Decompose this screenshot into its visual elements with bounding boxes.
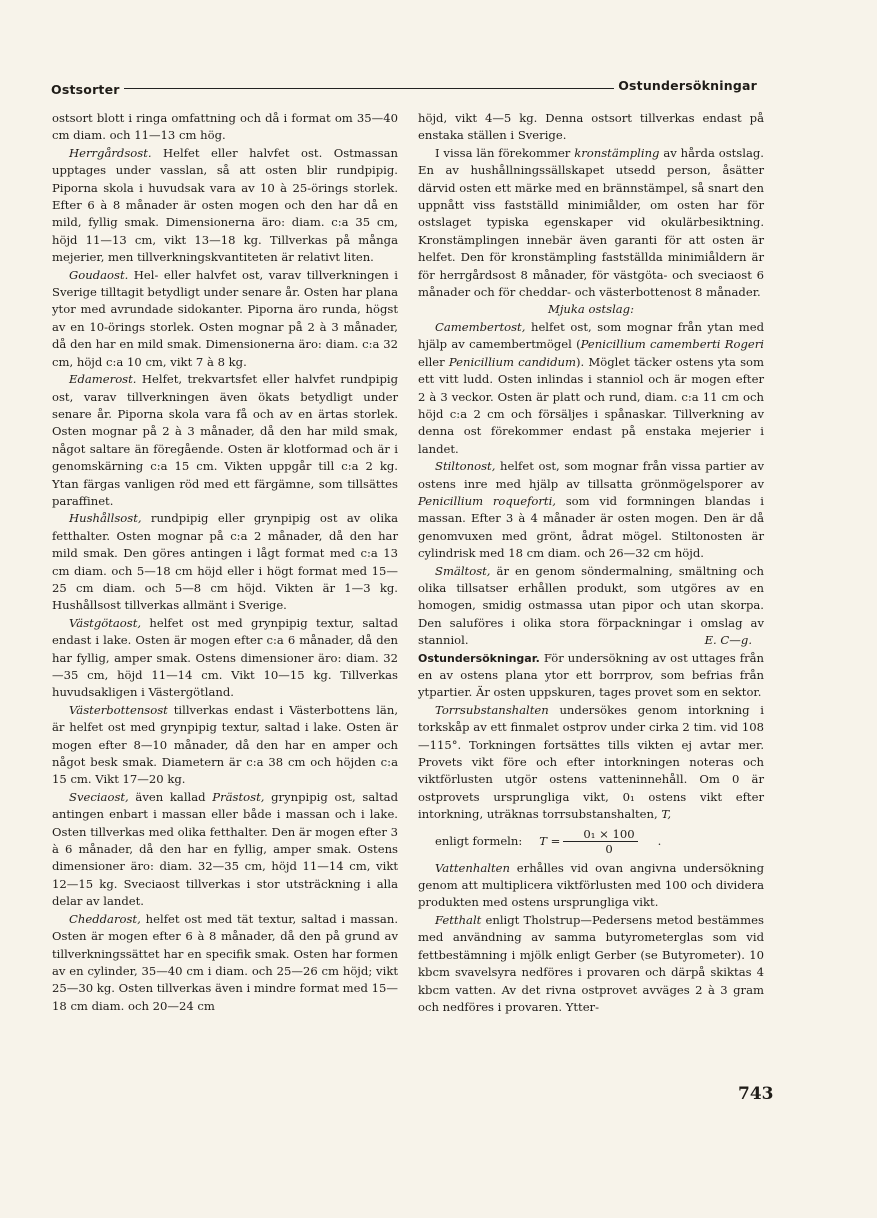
entry-goudaost: Goudaost. Hel- eller halvfet ost, varav tillverkningen i Sverige tilltagit betydligt under senare år. Osten har plana ytor med avrundade sidokanter. Piporna äro runda, högst av en 10-örings storlek. Osten mognar på 2 à 3 månader, då den har en mild smak. Dimensionerna äro: diam. c:a 32 cm, höjd c:a 10 cm, vikt 7 à 8 kg. xyxy=(52,267,398,369)
formula-line: enligt formeln: T = $\frac{\text{0₁ × 100}}{0}$ . xyxy=(435,827,662,857)
entry-camembertost: Camembertost, helfet ost, som mognar från ytan med hjälp av camembertmögel (Penicillium camemberti Rogeri eller Penicillium candidum). Möglet täcker ostens yta som ett vitt ludd. Osten inlindas i stanniol och är mogen efter 2 à 3 veckor. Osten är platt och rund, diam. c:a 11 cm och höjd c:a 2 cm och försäljes i spånaskar. Tillverkning av denna ost förekommer endast på enstaka mejerier i landet. xyxy=(418,319,765,456)
entry-stiltonost: Stiltonost, helfet ost, som mognar från vissa partier av ostens inre med hjälp av tillsatta grönmögelsporer av Penicillium roqueforti, som vid formningen blandas i massan. Efter 3 à 4 månader är osten mogen. Den är då genomvuxen med grönt, ådrat mögel. Stiltonosten är cylindrisk med 18 cm diam. och 26—32 cm höjd. xyxy=(418,459,764,561)
entry-cheddarost: Cheddarost, helfet ost med tät textur, saltad i massan. Osten är mogen efter 6 à 8 månader, då den på grund av tillverkningssättet har en specifik smak. Osten har formen av en cylinder, 35—40 cm i diam. och 25—26 cm höjd; vikt 25—30 kg. Osten tillverkas även i mindre format med 15—18 cm diam. och 20—24 cm xyxy=(52,911,398,1013)
entry-ostundersokningar: Ostundersökningar. För undersökning av ost uttages från en av ostens plana ytor ett borrprov, som befrias från ytpartier. Är osten uppskuren, tages provet som en sektor. xyxy=(418,650,764,700)
entry-vasterbottensost: Västerbottensost tillverkas endast i Västerbottens län, är helfet ost med grynpipig textur, saltad i lake. Osten är mogen efter 8—10 månader, då den har en amper och något besk smak. Diametern är c:a 38 cm och höjden c:a 15 cm. Vikt 17—20 kg. xyxy=(52,702,398,787)
entry-kronstampling: I vissa län förekommer kronstämpling av hårda ostslag. En av hushållningssällskapet utsedd person, åsätter därvid osten ett märke med en brännstämpel, så snart den uppnått viss fastställd minimiålder, om osten har för ostslaget typiska egenskaper vid okulärbesiktning. Kronstämplingen innebär även garanti för att osten är helfet. Den för kronstämpling fastställda minimiåldern är för herrgårdsost 8 månader, för västgöta- och sveciaost 6 månader och för cheddar- och västerbottenost 8 månader. xyxy=(418,145,764,300)
entry-vastgotaost: Västgötaost, helfet ost med grynpipig textur, saltad endast i lake. Osten är mogen efter c:a 6 månader, då den har fyllig, amper smak. Ostens dimensioner äro: diam. 32—35 cm, höjd 11—14 cm. Vikt 10—15 kg. Tillverkas huvudsakligen i Västergötland. xyxy=(52,615,398,700)
formula-fraction xyxy=(563,827,637,856)
running-header xyxy=(51,78,757,100)
entry-hushallsost: Hushållsost, rundpipig eller grynpipig ost av olika fetthalter. Osten mognar på c:a 2 månader, då den har mild smak. Den göres antingen i lågt format med c:a 13 cm diam. och 5—18 cm höjd eller i högt format med 15—25 cm diam. och 5—8 cm höjd. Vikten är 1—3 kg. Hushållsost tillverkas allmänt i Sverige. xyxy=(52,511,398,613)
entry-vattenhalten: Vattenhalten erhålles vid ovan angivna undersökning genom att multiplicera viktförlusten med 100 och dividera produkten med ostens ursprungliga vikt. xyxy=(418,860,764,910)
entry-herrgardsost: Herrgårdsost. Helfet eller halvfet ost. Ostmassan upptages under vasslan, så att osten blir rundpipig. Piporna skola i huvudsak vara av 10 à 25-örings storlek. Efter 6 à 8 månader är osten mogen och den har då en mild, fyllig smak. Dimensionerna äro: diam. c:a 35 cm, höjd 11—13 cm, vikt 13—18 kg. Tillverkas på många mejerier, men tillverkningskvantiteten är relativt liten. xyxy=(52,145,398,265)
formula-numerator: 0₁ × 100 xyxy=(563,827,637,842)
entry-torrsubstanshalten: Torrsubstanshalten undersökes genom intorkning i torkskåp av ett finmalet ostprov under cirka 2 tim. vid 108—115°. Torkningen fortsättes tills vikten ej avtar mer. Provets vikt före och efter intorkningen noteras och viktförlusten utgör ostens vatteninnehåll. Om 0 är ostprovets ursprungliga vikt, 0₁ ostens vikt efter intorkning, uträknas torrsubstanshalten, T, xyxy=(418,702,764,822)
paragraph: ostsort blott i ringa omfattning och då i format om 35—40 cm diam. och 11—13 cm hög. xyxy=(52,111,398,143)
entry-smaltost: Smältost, är en genom söndermalning, smältning och olika tillsatser erhållen produkt, som utgöres av en homogen, smidig ostmassa utan pipor och utan skorpa. Den saluföres i olika stora förpackningar i omslag av stanniol. E. C—g. xyxy=(418,563,764,650)
right-column xyxy=(418,110,764,1016)
entry-fetthalt: Fetthalt enligt Tholstrup—Pedersens metod bestämmes med användning av samma butyrometerglas som vid fettbestämning i mjölk enligt Gerber (se Butyrometer). 10 kbcm svavelsyra nedföres i provaren och därpå skiktas 4 kbcm vatten. Av det rivna ostprovet avväges 2 à 3 gram och nedföres i provaren. Ytter- xyxy=(418,912,764,1014)
header-left-title: Ostsorter xyxy=(51,82,124,97)
author-signature: E. C—g. xyxy=(704,633,752,648)
formula-denominator: 0 xyxy=(605,842,613,857)
formula-lhs: T = xyxy=(539,833,561,848)
entry-edamerost: Edamerost. Helfet, trekvartsfet eller halvfet rundpipig ost, varav tillverkningen även ökats betydligt under senare år. Piporna skola vara få och av en ärtas storlek. Osten mognar på 2 à 3 månader, då den har mild smak, något saltare än föregående. Osten är klotformad och är i genomskärning c:a 15 cm. Vikten uppgår till c:a 2 kg. Ytan färgas vanligen röd med ett färgämne, som tillsättes paraffinet. xyxy=(52,372,398,508)
subheading-mjuka-ostslag: Mjuka ostslag: xyxy=(547,302,635,317)
page-number: 743 xyxy=(738,1084,774,1104)
entry-sveciaost: Sveciaost, även kallad Prästost, grynpipig ost, saltad antingen enbart i massan eller både i massan och i lake. Osten tillverkas med olika fetthalter. Den är mogen efter 3 à 6 månader, då den har en fyllig, amper smak. Ostens dimensioner äro: diam. 32—35 cm, höjd 11—14 cm, vikt 12—15 kg. Sveciaost tillverkas i stor utsträckning i alla delar av landet. xyxy=(52,789,398,909)
header-right-title: Ostundersökningar xyxy=(614,78,757,93)
paragraph: höjd, vikt 4—5 kg. Denna ostsort tillverkas endast på enstaka ställen i Sverige. xyxy=(418,111,764,143)
left-column xyxy=(52,110,398,1015)
header-rule xyxy=(113,88,625,89)
